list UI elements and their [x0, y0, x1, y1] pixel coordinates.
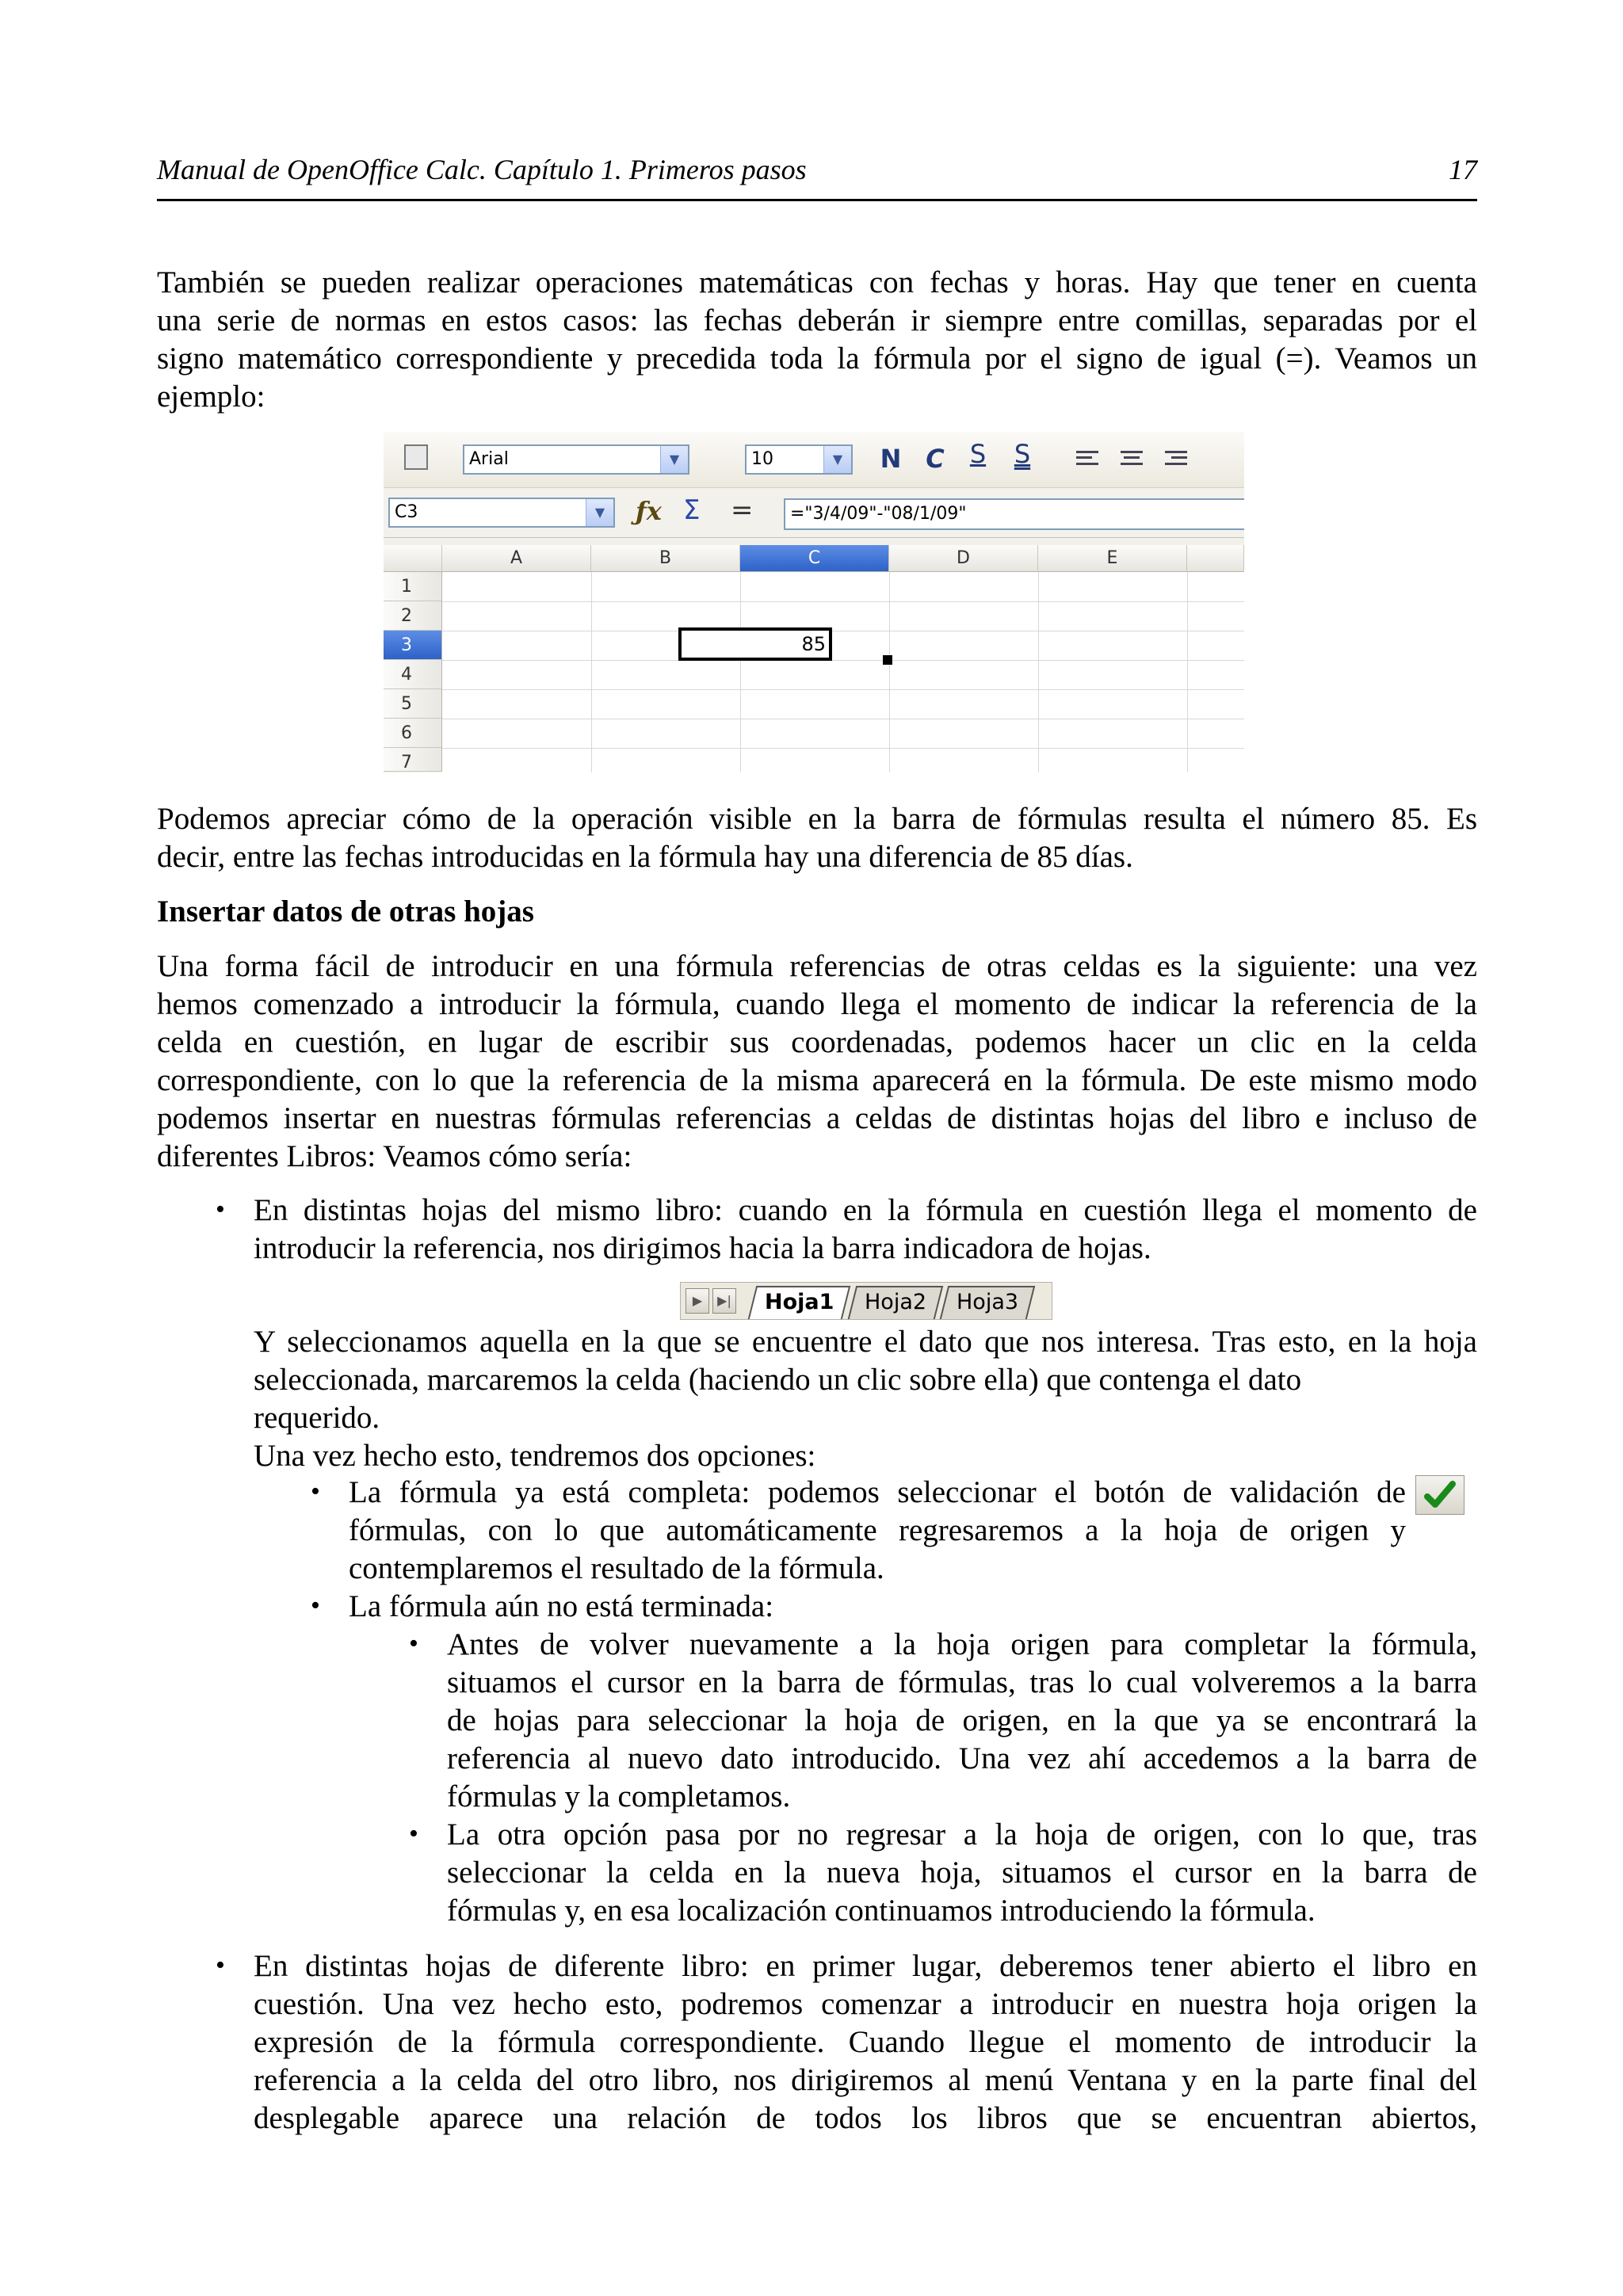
chevron-down-icon[interactable]: ▼ — [660, 446, 688, 473]
text-line: fórmulas y la completamos. — [447, 1779, 791, 1814]
chevron-down-icon[interactable]: ▼ — [823, 446, 851, 473]
last-sheet-button[interactable]: ▶| — [712, 1288, 736, 1314]
align-left-icon[interactable] — [1076, 451, 1098, 465]
name-box-value: C3 — [395, 502, 418, 522]
text-line: correspondiente, con lo que la referencia de la misma aparecerá en la fórmula. De este mismo modo — [157, 1063, 1477, 1097]
cells-area[interactable] — [442, 572, 1244, 772]
row-header[interactable]: 3 — [384, 631, 442, 660]
italic-button[interactable]: C — [926, 444, 945, 474]
row-header[interactable]: 6 — [384, 719, 442, 748]
text-line: referencia al nuevo dato introducido. Una vez ahí accedemos a la barra de — [447, 1741, 1477, 1775]
sum-icon[interactable]: Σ — [683, 494, 701, 526]
sheet-tab-label: Hoja1 — [765, 1290, 834, 1314]
text-line: Antes de volver nuevamente a la hoja origen para completar la fórmula, — [447, 1627, 1477, 1661]
text-line: diferentes Libros: Veamos cómo sería: — [157, 1139, 632, 1173]
function-wizard-icon[interactable]: ƒx — [636, 496, 662, 526]
text-line: Y seleccionamos aquella en la que se encuentre el dato que nos interesa. Tras esto, en la hoja — [254, 1325, 1477, 1359]
sheet-tab-hoja2[interactable] — [848, 1286, 944, 1319]
column-header[interactable]: A — [442, 545, 591, 572]
section-paragraph — [157, 948, 1477, 1176]
sheet-tab-label: Hoja2 — [865, 1290, 927, 1314]
bullet-1-continuation — [254, 1323, 1477, 1475]
bullet-marker: • — [311, 1477, 320, 1506]
text-line: decir, entre las fechas introducidas en la fórmula hay una diferencia de 85 días. — [157, 840, 1133, 874]
text-line: fórmulas, con lo que automáticamente regresaremos a la hoja de origen y — [349, 1513, 1406, 1547]
intro-paragraph — [157, 264, 1477, 416]
sub-sub-bullet-2-text — [447, 1816, 1477, 1930]
accept-formula-button[interactable] — [1415, 1475, 1465, 1515]
bullet-marker: • — [311, 1591, 320, 1620]
text-line: requerido. — [254, 1401, 380, 1435]
text-line: seleccionada, marcaremos la celda (haciendo un clic sobre ella) que contenga el dato — [254, 1363, 1302, 1397]
bullet-marker: • — [216, 1195, 225, 1224]
active-cell-c3[interactable]: 85 — [678, 627, 832, 661]
sheet-tab-bar — [680, 1282, 1052, 1320]
text-line: expresión de la fórmula correspondiente. Cuando llegue el momento de introducir la — [254, 2025, 1477, 2059]
text-line: La fórmula ya está completa: podemos seleccionar el botón de validación de — [349, 1475, 1406, 1509]
text-line: celda en cuestión, en lugar de escribir sus coordenadas, podemos hacer un clic en la celda — [157, 1025, 1477, 1059]
text-line: hemos comenzado a introducir la fórmula, cuando llega el momento de indicar la referencia de la — [157, 987, 1477, 1021]
font-name-box[interactable] — [463, 444, 689, 475]
column-header-partial[interactable] — [1187, 545, 1244, 572]
underline-button[interactable]: S — [969, 439, 987, 469]
text-line: desplegable aparece una relación de todos los libros que se encuentran abiertos, — [254, 2101, 1477, 2135]
text-line: signo matemático correspondiente y precedida toda la fórmula por el signo de igual (=). Veamos un — [157, 341, 1477, 376]
text-line: Podemos apreciar cómo de la operación visible en la barra de fórmulas resulta el número 85. Es — [157, 802, 1477, 836]
text-line: referencia a la celda del otro libro, nos dirigiremos al menú Ventana y en la parte final del — [254, 2063, 1477, 2097]
text-line: Una vez hecho esto, tendremos dos opciones: — [254, 1439, 816, 1473]
text-line: En distintas hojas del mismo libro: cuando en la fórmula en cuestión llega el momento de — [254, 1193, 1477, 1227]
text-line: de hojas para seleccionar la hoja de origen, en la que ya se encontrará la — [447, 1703, 1477, 1737]
row-header[interactable]: 1 — [384, 572, 442, 601]
bullet-marker: • — [409, 1629, 418, 1658]
page-number: 17 — [1449, 154, 1477, 185]
row-header[interactable]: 7 — [384, 748, 442, 772]
header-title: Manual de OpenOffice Calc. Capítulo 1. Primeros pasos — [157, 154, 807, 185]
column-header[interactable]: C — [740, 545, 889, 572]
sub-sub-bullet-1-text — [447, 1626, 1477, 1816]
corner-header[interactable] — [384, 545, 442, 572]
bullet-marker: • — [216, 1951, 225, 1980]
align-center-icon[interactable] — [1121, 451, 1143, 465]
text-line: una serie de normas en estos casos: las fechas deberán ir siempre entre comillas, separadas por el — [157, 303, 1477, 338]
grid-line — [442, 748, 1244, 749]
formatting-toolbar — [384, 432, 1244, 488]
text-line: La otra opción pasa por no regresar a la hoja de origen, con lo que, tras — [447, 1817, 1477, 1852]
spreadsheet-screenshot — [384, 432, 1244, 772]
function-button[interactable]: = — [731, 494, 754, 526]
sheet-tab-label: Hoja3 — [957, 1290, 1019, 1314]
grid-line — [442, 689, 1244, 690]
row-header[interactable]: 4 — [384, 660, 442, 689]
text-line: Una forma fácil de introducir en una fórmula referencias de otras celdas es la siguiente: una vez — [157, 949, 1477, 983]
text-line: introducir la referencia, nos dirigimos hacia la barra indicadora de hojas. — [254, 1231, 1151, 1265]
bold-button[interactable]: N — [880, 444, 902, 474]
text-line: seleccionar la celda en la nueva hoja, situamos el cursor en la barra de — [447, 1855, 1477, 1890]
font-size-value: 10 — [751, 449, 773, 469]
sheet-tab-hoja1[interactable] — [748, 1286, 851, 1319]
row-header[interactable]: 5 — [384, 689, 442, 719]
text-line: fórmulas y, en esa localización continuamos introduciendo la fórmula. — [447, 1894, 1316, 1928]
check-icon — [1416, 1476, 1464, 1514]
text-line: cuestión. Una vez hecho esto, podremos comenzar a introducir en nuestra hoja origen la — [254, 1987, 1477, 2021]
font-size-box[interactable] — [745, 444, 853, 475]
text-line: situamos el cursor en la barra de fórmulas, tras lo cual volveremos a la barra — [447, 1665, 1477, 1699]
font-name-value: Arial — [469, 449, 509, 469]
align-right-icon[interactable] — [1165, 451, 1187, 465]
bullet-1-text — [254, 1192, 1477, 1268]
column-header[interactable]: B — [591, 545, 740, 572]
row-header[interactable]: 2 — [384, 601, 442, 631]
grid-line — [442, 601, 1244, 602]
text-line: contemplaremos el resultado de la fórmula. — [349, 1551, 884, 1585]
bullet-2-text — [254, 1947, 1477, 2138]
column-header[interactable]: D — [889, 545, 1038, 572]
text-line: podemos insertar en nuestras fórmulas referencias a celdas de distintas hojas del libro e incluso de — [157, 1101, 1477, 1135]
text-line: En distintas hojas de diferente libro: en primer lugar, deberemos tener abierto el libro en — [254, 1949, 1477, 1983]
double-underline-button[interactable]: S — [1014, 439, 1031, 469]
section-heading: Insertar datos de otras hojas — [157, 894, 534, 929]
result-paragraph — [157, 800, 1477, 876]
page-header — [157, 153, 1477, 201]
column-header[interactable]: E — [1038, 545, 1187, 572]
formula-input[interactable]: ="3/4/09"-"08/1/09" — [784, 498, 1244, 530]
grid-line — [442, 660, 1244, 661]
name-box[interactable] — [388, 498, 615, 528]
chevron-down-icon[interactable]: ▼ — [586, 499, 613, 526]
sub-bullet-1-text — [349, 1474, 1406, 1588]
fill-handle[interactable] — [883, 655, 892, 665]
sub-bullet-2-text: La fórmula aún no está terminada: — [349, 1589, 774, 1623]
styles-icon[interactable] — [404, 444, 428, 470]
sheet-tab-hoja3[interactable] — [940, 1286, 1036, 1319]
text-line: ejemplo: — [157, 379, 265, 414]
bullet-marker: • — [409, 1819, 418, 1848]
text-line: También se pueden realizar operaciones matemáticas con fechas y horas. Hay que tener en cuenta — [157, 265, 1477, 299]
first-sheet-button[interactable]: ▶ — [685, 1288, 709, 1314]
